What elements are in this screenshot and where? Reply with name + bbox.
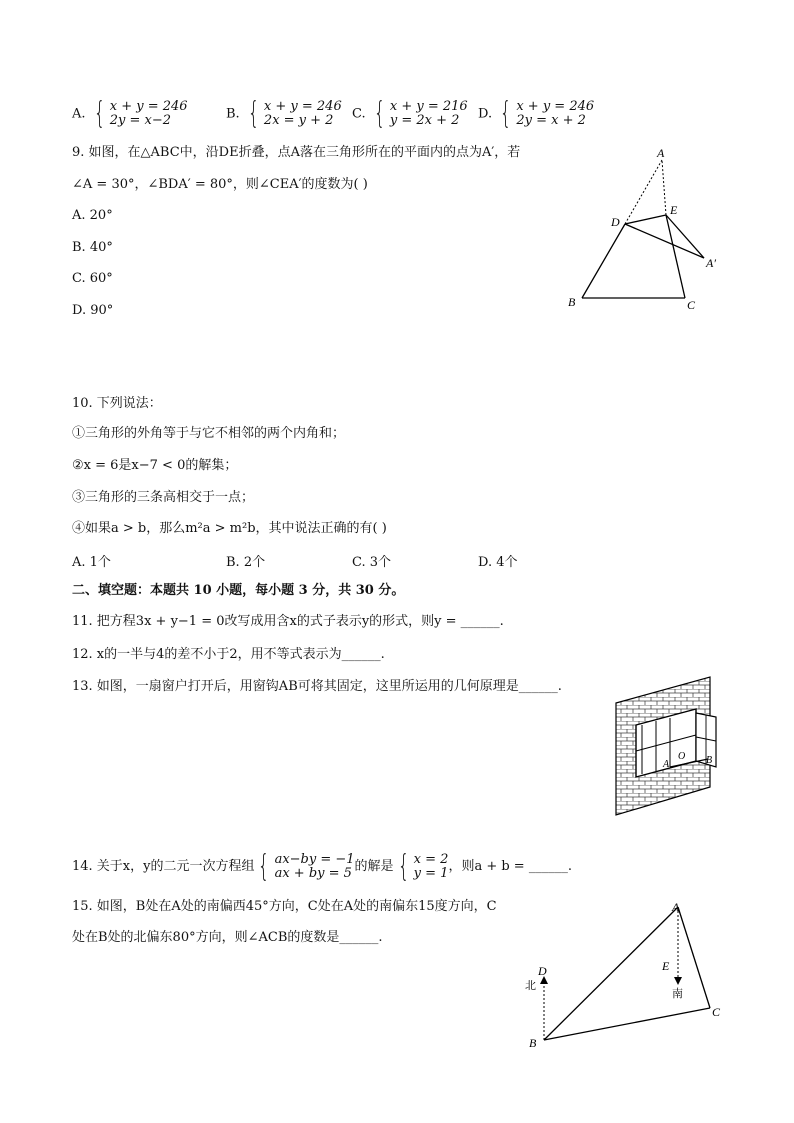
label-a-prime: A′: [706, 256, 716, 270]
q8-option-c[interactable]: C. { x + y = 216 y = 2x + 2: [352, 96, 468, 131]
q10-option-a[interactable]: A. 1个: [72, 555, 111, 570]
q9-triangle-figure: [560, 145, 730, 320]
equation: x + y = 246: [109, 99, 188, 114]
label-b: B: [568, 295, 576, 309]
side-bc: [544, 1008, 710, 1040]
q10-stem-line3: ②x = 6是x−7 < 0的解集；: [72, 458, 238, 473]
equation: 2y = x + 2: [516, 113, 586, 128]
equation: x + y = 216: [389, 99, 468, 114]
label-o: O: [678, 751, 686, 762]
q9-option-b[interactable]: B. 40°: [72, 240, 113, 255]
label-a: A: [663, 759, 670, 770]
label-b: B: [706, 755, 713, 766]
q15-stem-line1: 15. 如图，B处在A处的南偏西45°方向，C处在A处的南偏东15度方向，C: [72, 899, 497, 914]
q14-prefix: 14. 关于x，y的二元一次方程组: [72, 859, 255, 874]
label-c: C: [712, 1005, 721, 1019]
q12-text: 12. x的一半与4的差不小于2，用不等式表示为______.: [72, 647, 385, 662]
label-b: B: [529, 1036, 537, 1050]
equation: ax−by = −1: [274, 851, 355, 867]
label-d: D: [538, 964, 547, 978]
q9-option-c[interactable]: C. 60°: [72, 271, 113, 286]
equation: y = 1: [413, 865, 449, 881]
q10-stem-line2: ①三角形的外角等于与它不相邻的两个内角和；: [72, 426, 346, 441]
label-a: A: [672, 900, 680, 914]
q9-stem-line1: 9. 如图，在△ABC中，沿DE折叠，点A落在三角形所在的平面内的点为A′，若: [72, 145, 521, 160]
q10-stem-line4: ③三角形的三条高相交于一点；: [72, 490, 255, 505]
q11-text: 11. 把方程3x + y−1 = 0改写成用含x的式子表示y的形式，则y = ______.: [72, 614, 504, 629]
q8-option-d[interactable]: D. { x + y = 246 2y = x + 2: [478, 96, 595, 131]
label-d: D: [611, 215, 620, 229]
dashed-ea: [662, 160, 666, 215]
q13-window-figure: [612, 673, 724, 821]
option-letter: C.: [352, 106, 366, 122]
q14-middle: 的解是: [354, 859, 394, 874]
segment-da2: [625, 224, 704, 258]
q15-direction-figure: [520, 895, 730, 1055]
label-c: C: [687, 298, 696, 312]
label-south: 南: [672, 987, 683, 1000]
fold-line-de: [625, 215, 666, 224]
q14-suffix: ，则a + b = ______.: [448, 859, 572, 874]
q10-option-d[interactable]: D. 4个: [478, 555, 518, 570]
equation-system-2: { x = 2 y = 1: [397, 848, 449, 884]
dashed-da: [625, 160, 662, 224]
equation: ax + by = 5: [274, 865, 352, 881]
side-ab: [582, 224, 625, 298]
label-e: E: [662, 959, 670, 973]
q8-option-b[interactable]: B. { x + y = 246 2x = y + 2: [226, 96, 342, 131]
label-north: 北: [525, 979, 536, 992]
segment-ea2: [666, 215, 704, 258]
option-letter: D.: [478, 106, 493, 122]
q14-text: [72, 848, 572, 884]
q10-option-c[interactable]: C. 3个: [352, 555, 392, 570]
q9-option-a[interactable]: A. 20°: [72, 208, 113, 223]
equation: x + y = 246: [263, 99, 342, 114]
q10-option-b[interactable]: B. 2个: [226, 555, 266, 570]
side-ab: [544, 907, 678, 1040]
side-ec: [666, 215, 685, 298]
equation: 2x = y + 2: [263, 113, 334, 128]
equation: x + y = 246: [516, 99, 595, 114]
option-letter: B.: [226, 106, 240, 122]
equation: 2y = x−2: [109, 113, 172, 128]
equation: x = 2: [413, 851, 449, 867]
equation: y = 2x + 2: [389, 113, 460, 128]
section-heading: 二、填空题：本题共 10 小题，每小题 3 分，共 30 分。: [72, 583, 405, 598]
q13-text: 13. 如图，一扇窗户打开后，用窗钩AB可将其固定，这里所运用的几何原理是______.: [72, 679, 562, 694]
q10-stem-line1: 10. 下列说法：: [72, 396, 162, 411]
label-a: A: [657, 146, 665, 160]
q15-stem-line2: 处在B处的北偏东80°方向，则∠ACB的度数是______.: [72, 930, 383, 945]
label-e: E: [670, 203, 678, 217]
equation-system-1: { ax−by = −1 ax + by = 5: [258, 848, 355, 884]
q9-option-d[interactable]: D. 90°: [72, 303, 114, 318]
option-letter: A.: [72, 106, 86, 122]
q10-stem-line5: ④如果a > b，那么m²a > m²b，其中说法正确的有( ): [72, 521, 387, 536]
q9-stem-line2: ∠A = 30°，∠BDA′ = 80°，则∠CEA′的度数为( ): [72, 177, 368, 192]
q8-option-a[interactable]: A. { x + y = 246 2y = x−2: [72, 96, 188, 131]
